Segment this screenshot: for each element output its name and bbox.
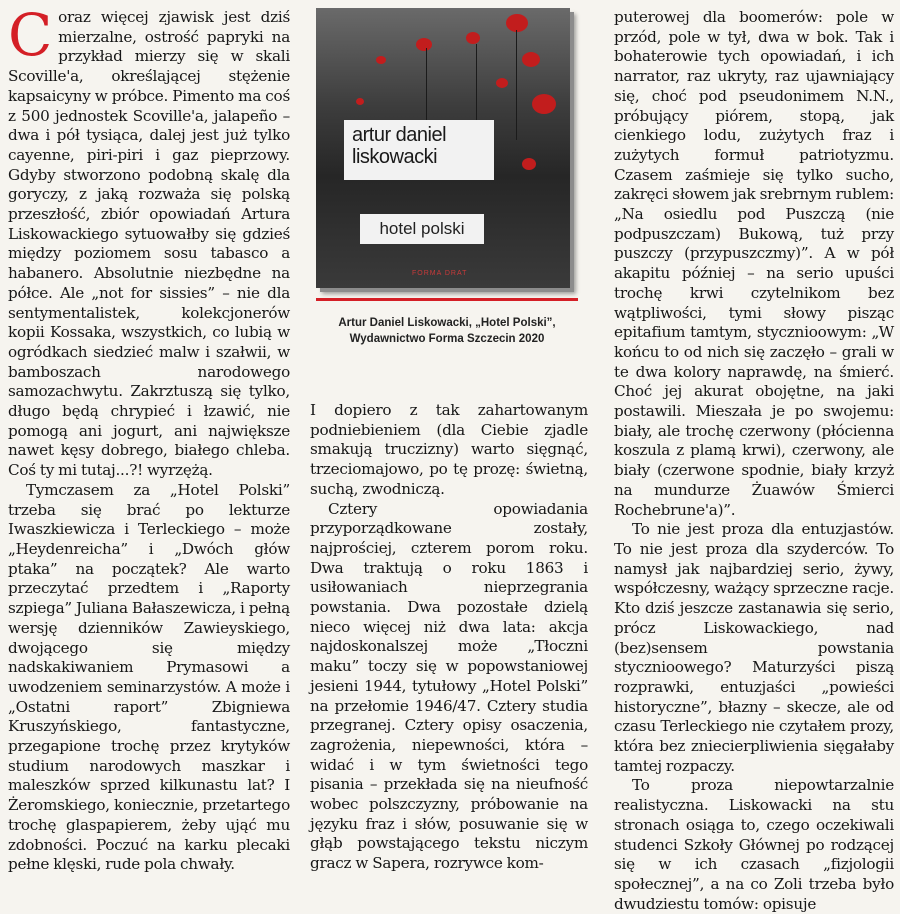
book-cover <box>316 8 570 288</box>
caption-line: Wydawnictwo Forma Szczecin 2020 <box>349 333 545 345</box>
image-caption <box>316 298 578 350</box>
poppy-flower <box>466 32 480 44</box>
book-cover-image <box>316 8 578 294</box>
paragraph-text: oraz więcej zjawisk jest dziś mierzalne, ostrość papryki na przykład mierzy się w skali Scoville'a, określającej stężenie kapsaicyny w próbce. Pimento ma coś z 500 jednostek Scoville'a, jalapeño – dwa i pół tysiąca, dalej jest już tylko cayenne, piri-piri i gaz pieprzowy. Gdyby stworzono podobną skalę dla goryczy, z jaką rozważa się polską przeszłość, zbiór opowiadań Artura Liskowackiego sytuowałby się gdzieś między poziomem sosu tabasco a habanero. Absolutnie niezbędne na półce. Ale „not for sissies” – nie dla sentymentalistek, kolekcjonerów kopii Kossaka, wszystkich, co lubią w ogródkach siedzieć malw i szałwii, w bamboszach narodowego samozachwytu. Zakrztuszą się tylko, długo będą chrypieć i łzawić, nie pomogą ani jogurt, ani największe nawet kęsy dobrego, białego chleba. Coś ty mi tutaj...?! wyrzężą. <box>8 8 290 480</box>
paragraph: puterowej dla boomerów: pole w przód, pole w tył, dwa w bok. Tak i bohaterowie tych opowiadań, i ich narrator, raz ukryty, raz ujawniający się, choć pod pseudonimem N.N., próbujący piórem, stopą, jak cienkiego lodu, zużytych fraz i zużytych formuł patriotyzmu. Czasem zaśmieje się tylko sucho, zakręci słowem jak srebrnym rublem: „Na osiedlu pod Puszczą (nie podpuszczam) Bukową, tuż przy puszczy (przypuszczmy)”. A w pół akapitu później – na serio upuści trochę krwi czytelnikom bez wątpliwości, tymi słowy pisząc epitafium tamtym, stycznioowym: „W końcu to od nich się zaczęło – grali w te dwa kolory naprawdę, na śmierć. Choć jej akurat obojętne, na jaki postawili. Mieszała je po swojemu: biały, ale trochę czerwony (płócienna koszula z plamą krwi), czerwony, ale biały (czerwone spodnie, biały krzyż na mundurze Żuawów Śmierci Rochebrune'a)”. <box>614 8 894 519</box>
paragraph: To nie jest proza dla entuzjastów. To nie jest proza dla szyderców. To namysł jak najbardziej serio, żywy, współczesny, ważący sprzeczne racje. Kto dziś jeszcze zastanawia się serio, prócz Liskowackiego, nad (bez)sensem powstania stycznioowego? Maturzyści piszą rozprawki, entuzjaści „powieści historyczne”, błazny – skecze, ale od czasu Terleckiego nie czytałem prozy, która bez zniecierpliwienia sięgałaby tamtej rozpaczy. <box>614 520 894 775</box>
publisher-logo: FORMA DRAT <box>412 270 468 277</box>
paragraph: Cztery opowiadania przyporządkowane zostały, najprościej, czterem porom roku. Dwa traktują o roku 1863 i usiłowaniach nieprzegrania powstania. Dwa pozostałe dzielą nieco więcej niż dwa lata: akcja najdoskonalszej może „Tłoczni maku” toczy się w popowstaniowej jesieni 1944, tytułowy „Hotel Polski” na przełomie 1946/47. Cztery studia przegranej. Cztery opisy osaczenia, zagrożenia, niepewności, która – widać i w tym świetności tego pisania – przekłada się na nieufność wobec polszczyzny, próbowanie na języku fraz i słów, posuwanie się w głąb powstającego tekstu niczym gracz w Sapera, rozrywce kom- <box>310 499 588 873</box>
poppy-flower <box>532 94 556 114</box>
poppy-flower <box>522 52 540 67</box>
book-title: hotel polski <box>360 214 484 244</box>
book-author-band <box>344 120 494 180</box>
poppy-flower <box>416 38 432 51</box>
paragraph: Tymczasem za „Hotel Polski” trzeba się brać po lekturze Iwaszkiewicza i Terleckiego – może „Heydenreicha” i „Dwóch głów ptaka” na początek? Ale warto przeczytać przedtem i „Raporty szpiega” Juliana Bałaszewicza, i pełną wersję dzienników Zawieyskiego, dwojącego się między nadskakiwaniem Prymasowi a uwodzeniem seminarzystów. A może i „Ostatni raport” Zbigniewa Kruszyńskiego, fantastyczne, przegapione trochę przez krytyków studium narodowych maszkar i maleszków sprzed kilkunastu lat? I Żeromskiego, koniecznie, przetartego trochę glaspapierem, żeby ująć mu zdobności. Poczuć na karku plecaki pełne klęski, rude pola chwały. <box>8 480 290 874</box>
article-column-1 <box>8 1 290 875</box>
poppy-flower <box>522 158 536 170</box>
book-author-line: artur daniel <box>352 124 447 146</box>
article-column-2 <box>310 401 588 874</box>
poppy-flower <box>506 14 528 32</box>
stem <box>516 30 517 140</box>
article-column-3 <box>614 8 894 914</box>
drop-cap: C <box>8 1 53 69</box>
paragraph: To proza niepowtarzalnie realistyczna. Liskowacki na stu stronach osiąga to, czego oczekiwali studenci Szkoły Głównej po rodzącej się w ich czasach „fizjologii społecznej”, a na co Zoli trzeba było dwudziestu tomów: opisuje <box>614 776 894 913</box>
stem <box>426 48 427 128</box>
poppy-flower <box>356 98 364 105</box>
paragraph <box>8 1 290 481</box>
poppy-flower <box>496 78 508 88</box>
poppy-flower <box>376 56 386 64</box>
book-author-line: liskowacki <box>352 146 438 168</box>
caption-line: Artur Daniel Liskowacki, „Hotel Polski”, <box>338 317 556 329</box>
paragraph: I dopiero z tak zahartowanym podniebieniem (dla Ciebie zjadle smakują truczizny) warto sięgnąć, trzeciomajowo, po tę prozę: świetną, suchą, zwodniczą. <box>310 401 588 498</box>
